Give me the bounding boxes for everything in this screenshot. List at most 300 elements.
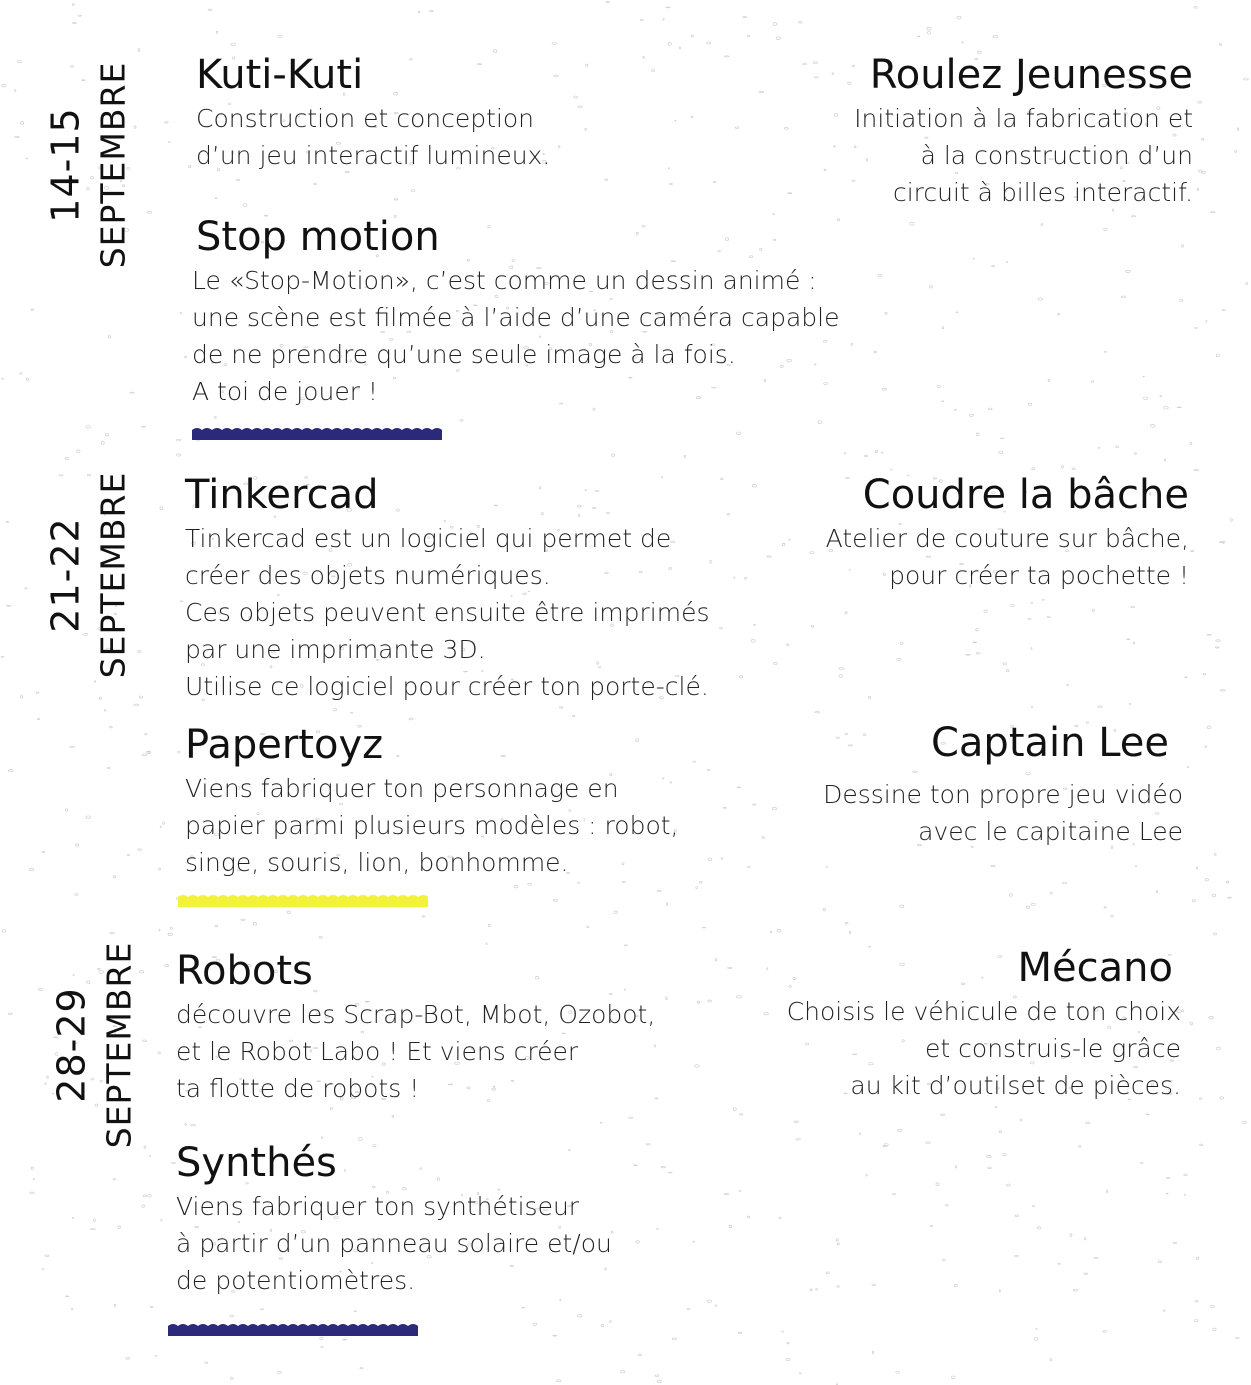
speckle — [844, 453, 846, 454]
speckle — [142, 1205, 145, 1207]
speckle — [724, 1193, 729, 1194]
speckle — [942, 1260, 945, 1261]
activity-robots — [176, 946, 655, 1107]
speckle — [668, 43, 671, 46]
speckle — [1103, 1331, 1107, 1333]
speckle — [72, 4, 74, 6]
speckle — [736, 432, 741, 435]
speckle — [942, 327, 944, 329]
speckle — [1235, 150, 1237, 152]
speckle — [723, 807, 726, 808]
speckle — [966, 654, 971, 655]
speckle — [727, 513, 730, 515]
speckle — [728, 967, 733, 968]
activity-tinkercad — [185, 470, 710, 705]
speckle — [1180, 300, 1183, 302]
speckle — [691, 35, 693, 36]
speckle — [600, 1122, 602, 1123]
activity-title: Coudre la bâche — [862, 472, 1189, 518]
date-range: 28-29 — [49, 987, 94, 1103]
speckle — [697, 1001, 700, 1003]
speckle — [1131, 606, 1135, 608]
speckle — [752, 484, 756, 487]
speckle — [884, 1143, 888, 1146]
speckle — [191, 1125, 196, 1126]
speckle — [787, 1342, 789, 1344]
speckle — [171, 927, 173, 930]
speckle — [554, 75, 559, 77]
speckle — [158, 1052, 160, 1054]
activity-title: Stop motion — [196, 214, 440, 260]
date-month: SEPTEMBRE — [93, 471, 133, 679]
speckle — [962, 41, 964, 43]
speckle — [1199, 1098, 1202, 1100]
speckle — [587, 926, 589, 927]
speckle — [753, 804, 756, 805]
speckle — [418, 11, 420, 13]
speckle — [657, 1228, 659, 1229]
speckle — [927, 27, 931, 30]
speckle — [8, 1013, 12, 1014]
speckle — [2, 378, 4, 379]
speckle — [1192, 900, 1195, 902]
speckle — [70, 746, 75, 747]
speckle — [143, 1195, 147, 1197]
speckle — [94, 1219, 96, 1222]
speckle — [1041, 224, 1043, 226]
speckle — [638, 1354, 641, 1356]
speckle — [1020, 1119, 1022, 1121]
speckle — [799, 22, 803, 24]
speckle — [1, 656, 4, 657]
speckle — [215, 416, 217, 418]
speckle — [113, 1179, 115, 1180]
speckle — [1205, 746, 1207, 748]
speckle — [334, 709, 337, 711]
speckle — [1050, 892, 1052, 894]
speckle — [1104, 907, 1106, 908]
speckle — [1244, 78, 1249, 80]
speckle — [1202, 171, 1205, 173]
speckle — [663, 19, 664, 21]
speckle — [1037, 1227, 1041, 1229]
speckle — [148, 752, 150, 754]
speckle — [767, 556, 771, 557]
speckle — [991, 865, 995, 866]
speckle — [872, 1351, 874, 1354]
speckle — [9, 769, 13, 771]
speckle — [76, 844, 79, 846]
speckle — [160, 507, 163, 510]
speckle — [2, 84, 6, 87]
speckle — [6, 521, 9, 522]
speckle — [739, 676, 742, 678]
speckle — [73, 22, 77, 23]
speckle — [1197, 188, 1199, 191]
speckle — [691, 116, 694, 117]
speckle — [976, 652, 979, 654]
speckle — [159, 868, 161, 870]
speckle — [1131, 216, 1135, 217]
speckle — [560, 707, 564, 708]
speckle — [1195, 1301, 1199, 1303]
speckle — [859, 1133, 861, 1135]
speckle — [1121, 296, 1126, 298]
speckle — [839, 675, 843, 678]
speckle — [1042, 599, 1044, 600]
activity-stop-motion — [192, 212, 840, 410]
speckle — [896, 1372, 900, 1374]
speckle — [848, 82, 851, 84]
speckle — [17, 61, 21, 63]
activity-synthes — [176, 1138, 612, 1299]
speckle — [666, 903, 667, 906]
speckle — [1015, 1215, 1019, 1217]
speckle — [744, 578, 747, 580]
speckle — [941, 1114, 945, 1115]
speckle — [875, 450, 877, 453]
speckle — [25, 588, 27, 590]
speckle — [984, 610, 987, 612]
speckle — [695, 1065, 700, 1067]
speckle — [260, 1309, 263, 1310]
speckle — [816, 1289, 818, 1290]
speckle — [954, 1284, 957, 1287]
speckle — [776, 37, 780, 40]
speckle — [37, 719, 40, 720]
speckle — [230, 1377, 233, 1379]
speckle — [1106, 1190, 1107, 1193]
speckle — [993, 35, 998, 37]
activity-kuti-kuti — [196, 50, 550, 174]
wave-divider-yellow — [178, 893, 428, 907]
speckle — [460, 420, 463, 422]
speckle — [1085, 1237, 1087, 1240]
speckle — [773, 23, 777, 26]
speckle — [66, 1296, 69, 1297]
speckle — [666, 997, 668, 1000]
activity-coudre-la-bache — [826, 470, 1189, 594]
speckle — [1038, 298, 1042, 300]
speckle — [675, 120, 676, 121]
speckle — [165, 965, 169, 967]
speckle — [75, 894, 79, 896]
speckle — [740, 1114, 743, 1116]
speckle — [161, 1219, 163, 1221]
speckle — [803, 64, 807, 65]
speckle — [1143, 397, 1147, 399]
speckle — [788, 539, 790, 540]
speckle — [657, 1380, 661, 1383]
speckle — [110, 726, 113, 728]
speckle — [815, 712, 820, 713]
speckle — [713, 181, 715, 182]
speckle — [910, 222, 914, 225]
speckle — [180, 313, 182, 314]
speckle — [684, 455, 686, 458]
speckle — [160, 826, 161, 828]
speckle — [1033, 1205, 1035, 1207]
activity-description: Viens fabriquer ton personnage en papier parmi plusieurs modèles : robot, singe, souris, lion, bonhomme. — [185, 774, 679, 877]
speckle — [1230, 519, 1232, 522]
speckle — [138, 849, 142, 851]
date-range: 14-15 — [43, 107, 88, 223]
speckle — [707, 769, 710, 770]
speckle — [21, 122, 24, 125]
speckle — [987, 1155, 992, 1157]
speckle — [837, 1286, 840, 1288]
speckle — [988, 408, 992, 410]
activity-description: Choisis le véhicule de ton choix et construis-le grâce au kit d’outilset de pièces. — [786, 997, 1181, 1100]
speckle — [236, 179, 240, 180]
speckle — [86, 426, 91, 428]
speckle — [668, 1172, 672, 1173]
speckle — [488, 924, 490, 926]
speckle — [810, 1289, 812, 1291]
speckle — [882, 452, 884, 453]
speckle — [799, 1373, 801, 1375]
speckle — [826, 866, 827, 867]
speckle — [1098, 706, 1102, 708]
speckle — [159, 929, 160, 931]
speckle — [1129, 704, 1131, 705]
speckle — [747, 867, 750, 868]
activity-title: Mécano — [1017, 945, 1173, 991]
speckle — [1015, 1255, 1019, 1257]
speckle — [753, 625, 755, 626]
speckle — [1185, 677, 1187, 678]
activity-title: Tinkercad — [185, 472, 379, 518]
speckle — [601, 1325, 604, 1327]
speckle — [1165, 459, 1166, 461]
speckle — [1235, 1338, 1240, 1339]
wave-divider-navy-2 — [168, 1322, 418, 1336]
speckle — [241, 919, 245, 920]
speckle — [1213, 1328, 1216, 1331]
speckle — [411, 190, 415, 192]
speckle — [1093, 609, 1095, 612]
speckle — [666, 7, 670, 8]
activity-description: Initiation à la fabrication et à la construction d’un circuit à billes interactif. — [854, 104, 1193, 207]
speckle — [759, 91, 764, 92]
speckle — [1246, 283, 1248, 285]
speckle — [1061, 466, 1063, 468]
speckle — [1011, 605, 1015, 607]
speckle — [1166, 1178, 1170, 1179]
speckle — [1134, 453, 1136, 455]
speckle — [277, 1371, 281, 1373]
speckle — [1163, 1310, 1165, 1311]
speckle — [707, 1300, 711, 1302]
speckle — [605, 179, 608, 180]
speckle — [1200, 1144, 1203, 1145]
speckle — [794, 1121, 798, 1123]
speckle — [708, 858, 712, 861]
date-range: 21-22 — [43, 517, 88, 633]
speckle — [700, 881, 703, 883]
speckle — [586, 64, 588, 66]
speckle — [168, 142, 170, 143]
speckle — [743, 17, 747, 18]
activity-description: Viens fabriquer ton synthétiseur à partir d’un panneau solaire et/ou de potentiomètres. — [176, 1192, 612, 1295]
speckle — [1191, 550, 1194, 551]
speckle — [1066, 685, 1068, 686]
speckle — [956, 312, 958, 313]
speckle — [788, 193, 792, 194]
activity-description: Atelier de couture sur bâche, pour créer ta pochette ! — [825, 524, 1189, 590]
speckle — [1133, 642, 1134, 644]
speckle — [724, 56, 729, 57]
speckle — [1220, 1097, 1224, 1099]
speckle — [1091, 381, 1093, 383]
speckle — [78, 15, 82, 16]
speckle — [715, 959, 717, 962]
speckle — [610, 1321, 612, 1323]
speckle — [669, 183, 673, 184]
speckle — [655, 1375, 659, 1377]
speckle — [1177, 407, 1182, 408]
speckle — [185, 1123, 187, 1125]
speckle — [73, 1217, 74, 1218]
speckle — [845, 922, 848, 924]
speckle — [430, 10, 433, 12]
speckle — [652, 70, 655, 72]
speckle — [1028, 618, 1031, 619]
speckle — [611, 454, 614, 457]
speckle — [751, 640, 755, 643]
speckle — [927, 32, 931, 34]
speckle — [205, 1362, 208, 1364]
speckle — [845, 612, 847, 614]
speckle — [814, 77, 818, 79]
speckle — [748, 1216, 750, 1218]
speckle — [869, 696, 871, 699]
speckle — [1184, 1174, 1188, 1176]
speckle — [394, 199, 398, 200]
speckle — [86, 816, 90, 819]
speckle — [20, 373, 22, 375]
speckle — [738, 1332, 742, 1333]
speckle — [1202, 138, 1204, 140]
speckle — [1140, 1163, 1143, 1164]
speckle — [574, 96, 578, 98]
speckle — [165, 122, 169, 123]
speckle — [734, 577, 735, 578]
speckle — [1190, 1022, 1193, 1025]
speckle — [1196, 1257, 1199, 1259]
speckle — [874, 351, 877, 353]
speckle — [703, 927, 706, 928]
speckle — [614, 911, 618, 914]
speckle — [1166, 1193, 1168, 1194]
speckle — [1143, 376, 1144, 377]
activity-title: Captain Lee — [930, 720, 1169, 766]
speckle — [1182, 1010, 1184, 1012]
speckle — [2, 930, 6, 933]
speckle — [988, 1167, 992, 1168]
speckle — [163, 822, 165, 825]
speckle — [957, 16, 961, 19]
speckle — [1219, 44, 1222, 46]
speckle — [777, 929, 781, 932]
activity-mecano — [787, 943, 1181, 1104]
speckle — [422, 916, 425, 917]
speckle — [1073, 1289, 1077, 1291]
speckle — [30, 1192, 34, 1194]
speckle — [897, 658, 901, 660]
speckle — [1031, 707, 1033, 708]
speckle — [319, 936, 322, 938]
speckle — [1094, 1258, 1099, 1259]
speckle — [693, 1241, 695, 1242]
speckle — [1203, 673, 1206, 675]
speckle — [772, 807, 777, 809]
speckle — [145, 734, 148, 735]
speckle — [872, 1284, 876, 1285]
speckle — [553, 1335, 557, 1336]
speckle — [350, 712, 352, 713]
speckle — [1184, 1194, 1185, 1195]
speckle — [142, 426, 146, 427]
speckle — [634, 1165, 638, 1166]
speckle — [486, 943, 487, 945]
speckle — [552, 43, 557, 45]
speckle — [1135, 865, 1136, 866]
speckle — [215, 925, 218, 927]
speckle — [1000, 438, 1003, 439]
speckle — [1216, 640, 1221, 642]
speckle — [65, 809, 67, 812]
speckle — [243, 204, 247, 207]
speckle — [622, 881, 625, 882]
speckle — [522, 1307, 525, 1308]
speckle — [1126, 270, 1131, 272]
speckle — [177, 439, 181, 441]
speckle — [558, 146, 560, 148]
speckle — [72, 1308, 73, 1310]
speckle — [878, 274, 882, 276]
speckle — [818, 421, 821, 424]
speckle — [643, 56, 644, 59]
speckle — [113, 876, 116, 878]
speckle — [942, 401, 944, 402]
speckle — [1007, 1184, 1011, 1186]
speckle — [178, 751, 180, 753]
speckle — [900, 642, 903, 644]
speckle — [812, 625, 814, 627]
speckle — [782, 1331, 784, 1332]
activity-description: Dessine ton propre jeu vidéo avec le capitaine Lee — [823, 780, 1183, 846]
speckle — [578, 106, 583, 108]
activity-description: découvre les Scrap-Bot, Mbot, Ozobot, et le Robot Labo ! Et viens créer ta flotte de robots ! — [176, 1000, 656, 1103]
speckle — [572, 715, 575, 717]
speckle — [864, 455, 867, 457]
speckle — [1058, 1263, 1060, 1264]
date-month: SEPTEMBRE — [93, 61, 133, 269]
speckle — [621, 1370, 625, 1372]
speckle — [533, 1323, 537, 1325]
speckle — [786, 1358, 790, 1360]
speckle — [1127, 639, 1130, 640]
speckle — [782, 543, 785, 546]
speckle — [1146, 1114, 1149, 1115]
speckle — [146, 751, 151, 753]
speckle — [1164, 407, 1169, 409]
speckle — [937, 385, 941, 387]
speckle — [26, 378, 28, 381]
speckle — [45, 1255, 49, 1257]
speckle — [155, 1355, 157, 1356]
